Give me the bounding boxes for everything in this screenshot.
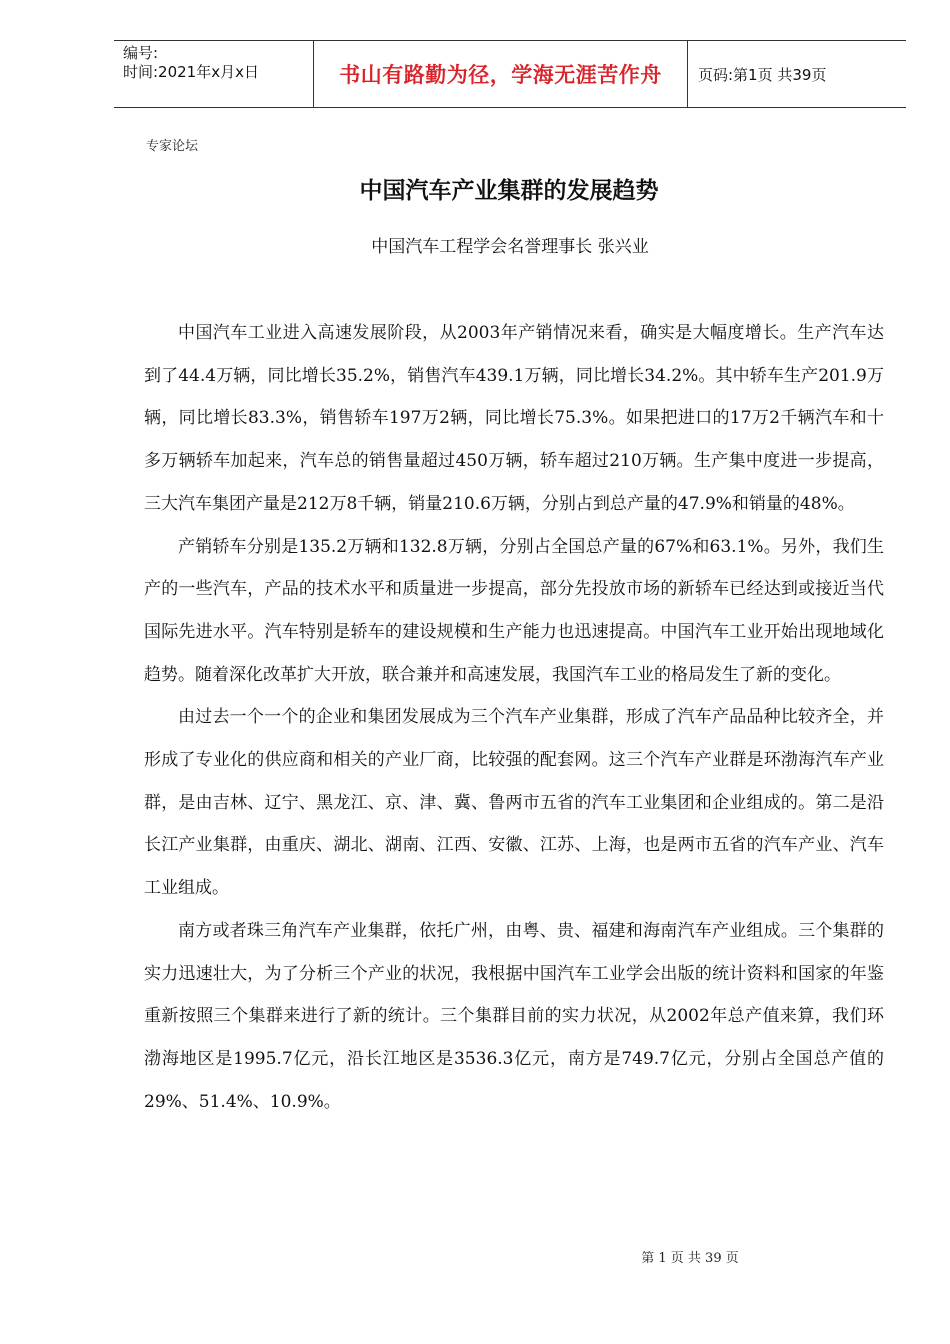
article-title: 中国汽车产业集群的发展趋势 [359, 178, 659, 204]
column-tag: 专家论坛 [146, 139, 199, 154]
header-meta [114, 41, 314, 107]
article-body [144, 312, 884, 1123]
document-time-label: 时间:2021年x月x日 [123, 63, 259, 81]
article-author: 中国汽车工程学会名誉理事长 张兴业 [371, 237, 649, 257]
paragraph: 南方或者珠三角汽车产业集群，依托广州，由粤、贵、福建和海南汽车产业组成。三个集群的实力迅速壮大，为了分析三个产业的状况，我根据中国汽车工业学会出版的统计资料和国家的年鉴重新按照三个集群来进行了新的统计。三个集群目前的实力状况，从2002年总产值来算，我们环渤海地区是1995.7亿元，沿长江地区是3536.3亿元，南方是749.7亿元，分别占全国总产值的29%、51.4%、10.9%。 [144, 920, 884, 1112]
header-page-info: 页码:第1页 共39页 [698, 65, 827, 84]
document-number-label: 编号: [123, 44, 159, 62]
page-footer: 第 1 页 共 39 页 [641, 1251, 739, 1266]
page-header [114, 40, 906, 108]
paragraph: 中国汽车工业进入高速发展阶段，从2003年产销情况来看，确实是大幅度增长。生产汽车达到了44.4万辆，同比增长35.2%，销售汽车439.1万辆，同比增长34.2%。其中轿车生产201.9万辆，同比增长83.3%，销售轿车197万2辆，同比增长75.3%。如果把进口的17万2千辆汽车和十多万辆轿车加起来，汽车总的销售量超过450万辆，轿车超过210万辆。生产集中度进一步提高，三大汽车集团产量是212万8千辆，销量210.6万辆，分别占到总产量的47.9%和销量的48%。 [144, 323, 884, 514]
paragraph: 由过去一个一个的企业和集团发展成为三个汽车产业集群，形成了汽车产品品种比较齐全，并形成了专业化的供应商和相关的产业厂商，比较强的配套网。这三个汽车产业群是环渤海汽车产业群，是由吉林、辽宁、黑龙江、京、津、冀、鲁两市五省的汽车工业集团和企业组成的。第二是沿长江产业集群，由重庆、湖北、湖南、江西、安徽、江苏、上海，也是两市五省的汽车产业、汽车工业组成。 [144, 707, 884, 899]
paragraph: 产销轿车分别是135.2万辆和132.8万辆，分别占全国总产量的67%和63.1%。另外，我们生产的一些汽车，产品的技术水平和质量进一步提高，部分先投放市场的新轿车已经达到或接近当代国际先进水平。汽车特别是轿车的建设规模和生产能力也迅速提高。中国汽车工业开始出现地域化趋势。随着深化改革扩大开放，联合兼并和高速发展，我国汽车工业的格局发生了新的变化。 [144, 536, 884, 685]
header-motto: 书山有路勤为径，学海无涯苦作舟 [314, 41, 688, 107]
